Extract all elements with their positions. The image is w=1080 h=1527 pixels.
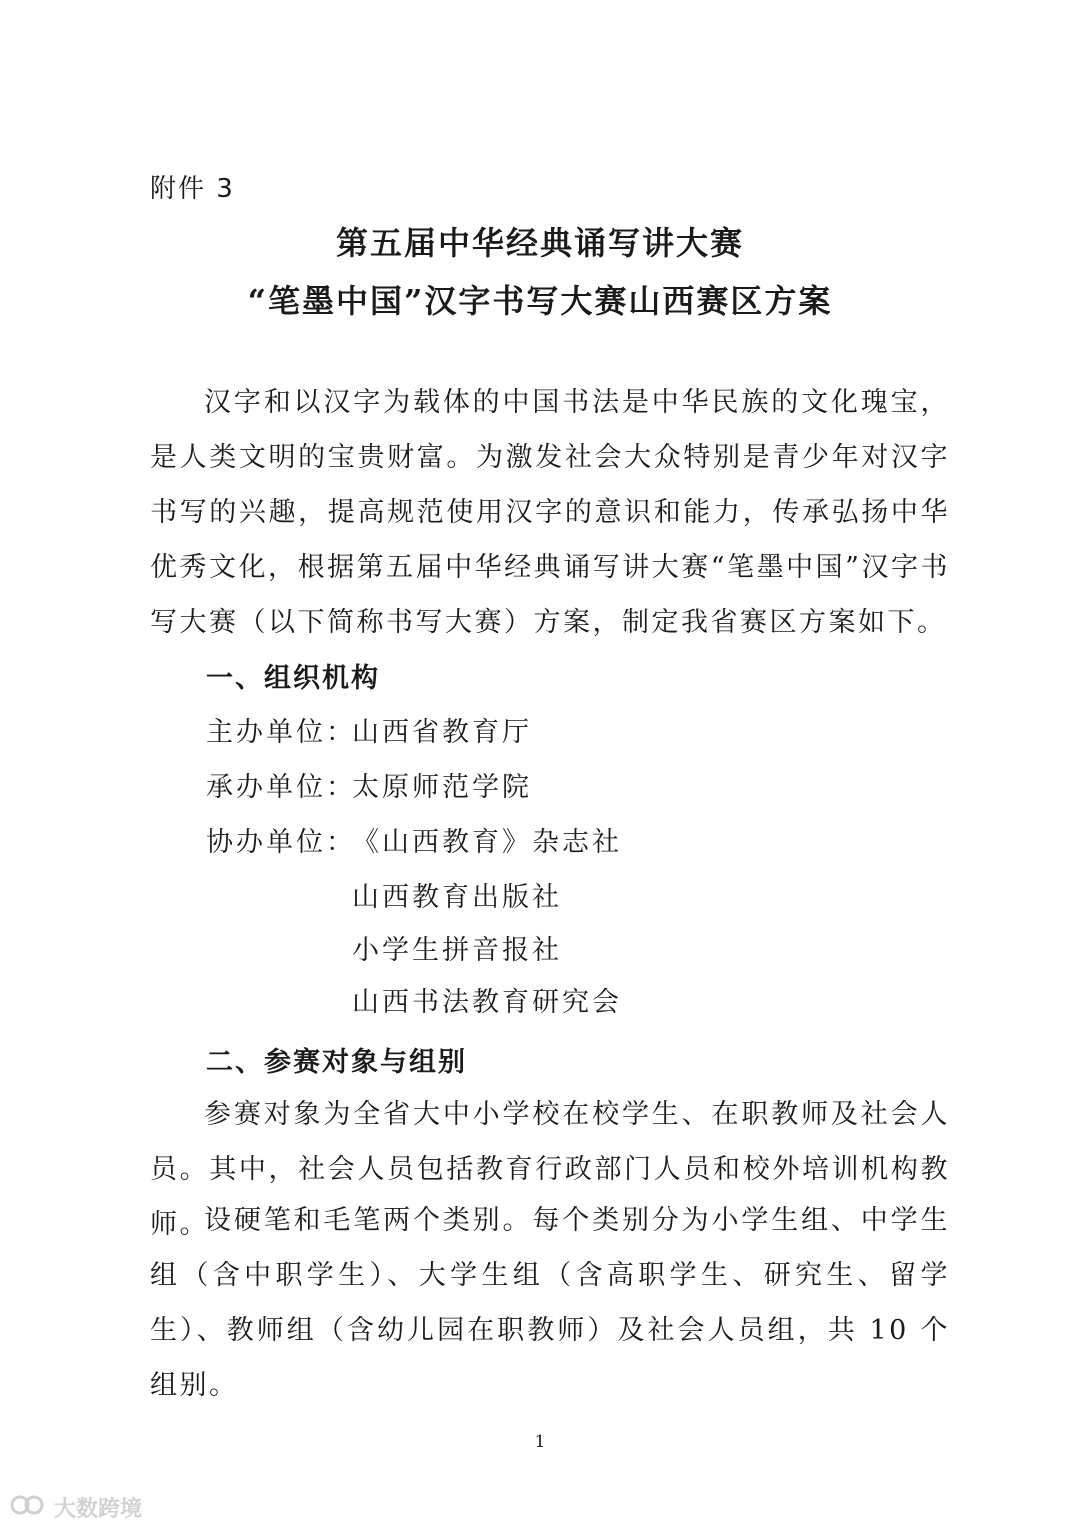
watermark-text: 大数跨境 bbox=[54, 1497, 143, 1522]
categories-paragraph: 设硬笔和毛笔两个类别。每个类别分为小学生组、中学生组（含中职学生）、大学生组（含高职学生、研究生、留学生）、教师组（含幼儿园在职教师）及社会人员组，共 10 个组别。 bbox=[150, 1205, 950, 1401]
host-label: 主办单位： bbox=[206, 717, 356, 748]
section2-heading: 二、参赛对象与组别 bbox=[206, 1047, 467, 1078]
co-organizer-item: 山西教育出版社 bbox=[352, 882, 562, 913]
organizer-label: 承办单位： bbox=[206, 772, 356, 803]
document-title-line1: 第五届中华经典诵写讲大赛 bbox=[335, 224, 744, 262]
attachment-label: 附件 3 bbox=[150, 174, 235, 204]
watermark-logo-icon bbox=[8, 1493, 48, 1523]
participants-paragraph: 参赛对象为全省大中小学校在校学生、在职教师及社会人员。其中，社会人员包括教育行政部门人员和校外培训机构教师。 bbox=[150, 1099, 950, 1240]
page-number: 1 bbox=[534, 1432, 546, 1452]
organizer-value: 太原师范学院 bbox=[352, 772, 532, 803]
intro-paragraph: 汉字和以汉字为载体的中国书法是中华民族的文化瑰宝，是人类文明的宝贵财富。为激发社会大众特别是青少年对汉字书写的兴趣，提高规范使用汉字的意识和能力，传承弘扬中华优秀文化，根据第五届中华经典诵写讲大赛“笔墨中国”汉字书写大赛（以下简称书写大赛）方案，制定我省赛区方案如下。 bbox=[150, 387, 950, 638]
document-title-line2: “笔墨中国”汉字书写大赛山西赛区方案 bbox=[247, 282, 833, 320]
co-organizer-item: 山西书法教育研究会 bbox=[352, 987, 622, 1018]
co-organizer-item: 小学生拼音报社 bbox=[352, 935, 562, 966]
co-organizer-item: 《山西教育》杂志社 bbox=[352, 827, 622, 858]
watermark bbox=[8, 1492, 142, 1523]
section1-heading: 一、组织机构 bbox=[206, 663, 380, 694]
co-organizer-label: 协办单位： bbox=[206, 827, 356, 858]
host-value: 山西省教育厅 bbox=[352, 717, 532, 748]
